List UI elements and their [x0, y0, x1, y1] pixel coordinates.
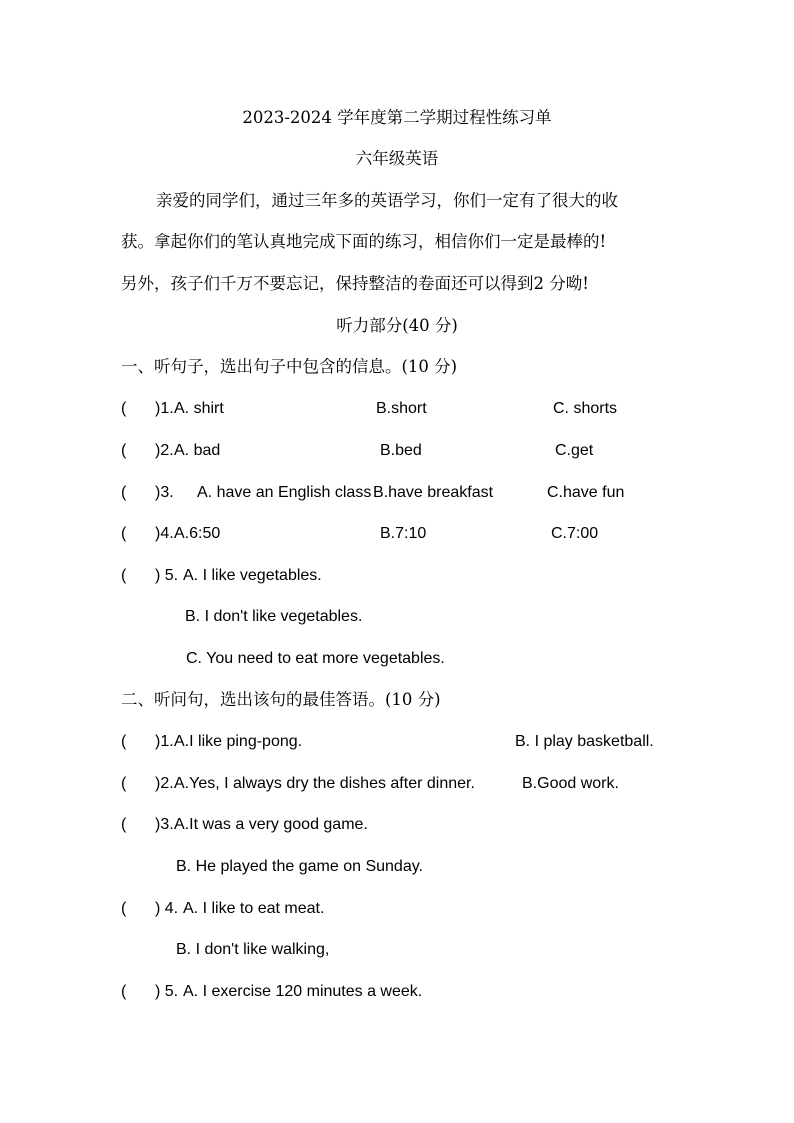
option-b: B.have breakfast: [373, 484, 494, 501]
question-number: )4.: [155, 525, 174, 542]
option-c: C.have fun: [547, 484, 625, 501]
answer-paren[interactable]: (: [121, 983, 127, 1000]
question-number: )2.: [155, 775, 174, 792]
answer-paren[interactable]: (: [121, 484, 127, 501]
answer-paren[interactable]: (: [121, 775, 127, 792]
option-a: A.6:50: [174, 525, 221, 542]
question-number: )1.: [155, 733, 174, 750]
option-b: B. He played the game on Sunday.: [176, 858, 423, 875]
question-number: ) 4.: [155, 900, 179, 917]
option-c: C. shorts: [553, 400, 618, 417]
answer-paren[interactable]: (: [121, 525, 127, 542]
option-c: C.7:00: [551, 525, 599, 542]
option-a: A. have an English class: [197, 484, 372, 501]
option-a: A.Yes, I always dry the dishes after dinner.: [174, 775, 475, 792]
question-number: )2.: [155, 442, 174, 459]
option-b: B.7:10: [380, 525, 427, 542]
option-b: B.short: [376, 400, 427, 417]
option-a: A. bad: [174, 442, 221, 459]
answer-paren[interactable]: (: [121, 567, 127, 584]
option-b: B. I don't like vegetables.: [185, 608, 363, 625]
answer-paren[interactable]: (: [121, 816, 127, 833]
option-b: B. I don't like walking,: [176, 941, 330, 958]
intro-line-1: 亲爱的同学们，通过三年多的英语学习，你们一定有了很大的收: [156, 191, 618, 210]
section2-heading: 二、听问句，选出该句的最佳答语。(10 分): [121, 690, 441, 709]
option-a: A.It was a very good game.: [174, 816, 368, 833]
option-a: A. shirt: [174, 400, 224, 417]
option-a: A.I like ping-pong.: [174, 733, 303, 750]
intro-line-2: 获。拿起你们的笔认真地完成下面的练习，相信你们一定是最棒的!: [121, 232, 607, 251]
answer-paren[interactable]: (: [121, 442, 127, 459]
intro-line-3: 另外，孩子们千万不要忘记，保持整洁的卷面还可以得到2 分呦!: [121, 274, 589, 293]
option-b: B. I play basketball.: [515, 733, 654, 750]
option-c: C.get: [555, 442, 594, 459]
listening-part-title: 听力部分(40 分): [336, 316, 458, 335]
answer-paren[interactable]: (: [121, 900, 127, 917]
question-number: )3.: [155, 816, 174, 833]
question-number: )1.: [155, 400, 174, 417]
option-a: A. I like to eat meat.: [183, 900, 325, 917]
answer-paren[interactable]: (: [121, 400, 127, 417]
option-c: C. You need to eat more vegetables.: [186, 650, 445, 667]
option-b: B.Good work.: [522, 775, 619, 792]
worksheet-subtitle: 六年级英语: [355, 149, 439, 168]
question-number: )3.: [155, 484, 174, 501]
option-a: A. I exercise 120 minutes a week.: [183, 983, 423, 1000]
option-a: A. I like vegetables.: [183, 567, 322, 584]
section1-heading: 一、听句子，选出句子中包含的信息。(10 分): [121, 357, 458, 376]
worksheet-title: 2023-2024 学年度第二学期过程性练习单: [242, 108, 552, 127]
question-number: ) 5.: [155, 983, 179, 1000]
option-b: B.bed: [380, 442, 422, 459]
question-number: ) 5.: [155, 567, 179, 584]
answer-paren[interactable]: (: [121, 733, 127, 750]
